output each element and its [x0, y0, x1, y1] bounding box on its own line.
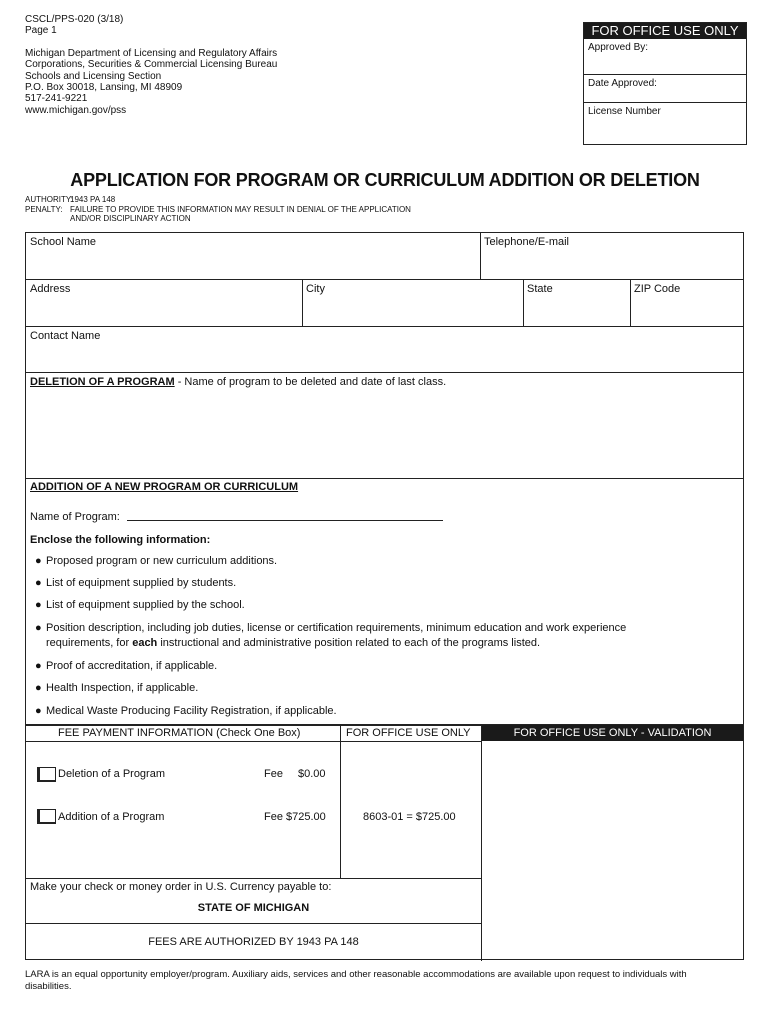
telephone-email-field[interactable] — [481, 233, 743, 279]
list-item — [35, 681, 666, 696]
list-item — [35, 598, 666, 613]
penalty-line2: AND/OR DISCIPLINARY ACTION — [70, 214, 191, 223]
bullet-text-bold: each — [132, 636, 158, 649]
agency-line: P.O. Box 30018, Lansing, MI 48909 — [25, 82, 183, 94]
deletion-fee-amount: $0.00 — [298, 768, 326, 780]
program-name-input[interactable] — [127, 520, 443, 521]
bullet-text: Medical Waste Producing Facility Registration, if applicable. — [46, 705, 337, 717]
authority-value: 1943 PA 148 — [70, 195, 116, 204]
bullet-icon: ● — [35, 622, 42, 634]
office-use-title: FOR OFFICE USE ONLY — [584, 23, 746, 39]
bullet-icon: ● — [35, 555, 42, 567]
bullet-icon: ● — [35, 577, 42, 589]
penalty-label: PENALTY: — [25, 204, 63, 214]
telephone-email-label: Telephone/E-mail — [484, 236, 569, 248]
list-item — [35, 621, 666, 650]
agency-line: 517-241-9221 — [25, 93, 88, 105]
list-item — [35, 576, 666, 591]
deletion-checkbox[interactable] — [37, 767, 56, 782]
bullet-text: Health Inspection, if applicable. — [46, 682, 199, 694]
license-number-label: License Number — [588, 106, 661, 117]
list-item — [35, 659, 666, 674]
state-label: State — [527, 283, 553, 295]
address-field[interactable] — [26, 280, 302, 326]
form-id: CSCL/PPS-020 (3/18) — [25, 14, 124, 25]
zip-label: ZIP Code — [634, 283, 681, 295]
contact-name-field[interactable] — [26, 327, 743, 372]
approved-by-field — [584, 39, 746, 74]
program-name-label: Name of Program: — [30, 511, 120, 523]
agency-line: Michigan Department of Licensing and Regulatory Affairs — [25, 47, 278, 59]
authority-block — [25, 195, 411, 224]
application-form — [25, 232, 744, 726]
agency-line: www.michigan.gov/pss — [25, 104, 127, 116]
date-approved-field — [584, 74, 746, 102]
contact-name-label: Contact Name — [30, 330, 101, 342]
bullet-text: List of equipment supplied by the school. — [46, 599, 245, 611]
bullet-text: Proposed program or new curriculum additions. — [46, 555, 278, 567]
bullet-icon: ● — [35, 705, 42, 717]
school-name-label: School Name — [30, 236, 97, 248]
footer-note — [25, 969, 745, 993]
deletion-option-label: Deletion of a Program — [58, 768, 165, 780]
deletion-fee-label: Fee — [264, 768, 283, 780]
city-field[interactable] — [303, 280, 523, 326]
deletion-text — [30, 376, 446, 388]
state-field[interactable] — [524, 280, 630, 326]
enclose-heading: Enclose the following information: — [30, 534, 211, 546]
approved-by-label: Approved By: — [588, 42, 649, 53]
addition-option-label: Addition of a Program — [58, 811, 165, 823]
agency-header — [25, 14, 277, 116]
bullet-icon: ● — [35, 599, 42, 611]
penalty-line1: FAILURE TO PROVIDE THIS INFORMATION MAY RESULT IN DENIAL OF THE APPLICATION — [70, 204, 411, 214]
payable-to: STATE OF MICHIGAN — [197, 902, 310, 914]
address-label: Address — [30, 283, 71, 295]
page-title: APPLICATION FOR PROGRAM OR CURRICULUM ADDITION OR DELETION — [70, 170, 700, 190]
city-label: City — [306, 283, 325, 295]
bullet-text: List of equipment supplied by students. — [46, 577, 237, 589]
bullet-icon: ● — [35, 660, 42, 672]
bullet-text-line1: Position description, including job duties, license or certification requirements, minimum education and work experience — [46, 622, 627, 634]
page-number: Page 1 — [25, 25, 57, 37]
authority-label: AUTHORITY: — [25, 195, 74, 204]
addition-heading: ADDITION OF A NEW PROGRAM OR CURRICULUM — [30, 481, 299, 493]
footer-line2: disabilities. — [25, 981, 72, 992]
bullet-icon: ● — [35, 682, 42, 694]
agency-line: Schools and Licensing Section — [25, 70, 162, 82]
addition-checkbox[interactable] — [37, 809, 56, 824]
school-name-field[interactable] — [26, 233, 480, 279]
deletion-heading: DELETION OF A PROGRAM — [30, 376, 175, 388]
license-number-field — [584, 102, 746, 144]
office-use-header: FOR OFFICE USE ONLY — [346, 727, 471, 739]
list-item — [35, 704, 666, 719]
fees-authorized: FEES ARE AUTHORIZED BY 1943 PA 148 — [148, 936, 359, 948]
bullet-text — [46, 621, 666, 650]
zip-field[interactable] — [631, 280, 743, 326]
payable-text: Make your check or money order in U.S. Currency payable to: — [30, 881, 332, 893]
bullet-text: Proof of accreditation, if applicable. — [46, 660, 218, 672]
addition-fee-amount: Fee $725.00 — [264, 811, 326, 823]
date-approved-label: Date Approved: — [588, 78, 657, 89]
office-use-box — [583, 22, 747, 145]
validation-header: FOR OFFICE USE ONLY - VALIDATION — [482, 725, 743, 741]
footer-line1: LARA is an equal opportunity employer/program. Auxiliary aids, services and other reasonable accommodations are available upon request to individuals with — [25, 969, 687, 980]
fee-section — [25, 724, 744, 960]
agency-line: Corporations, Securities & Commercial Licensing Bureau — [25, 59, 278, 71]
list-item — [35, 554, 666, 569]
deletion-field[interactable] — [26, 373, 743, 478]
bullet-text-line2-post: instructional and administrative position related to each of the programs listed. — [157, 636, 541, 649]
addition-office-code: 8603-01 = $725.00 — [363, 811, 456, 823]
bullet-text-line2-pre: requirements, for — [46, 636, 133, 649]
fee-payment-header: FEE PAYMENT INFORMATION (Check One Box) — [58, 727, 301, 739]
deletion-description: - Name of program to be deleted and date of last class. — [174, 376, 447, 388]
